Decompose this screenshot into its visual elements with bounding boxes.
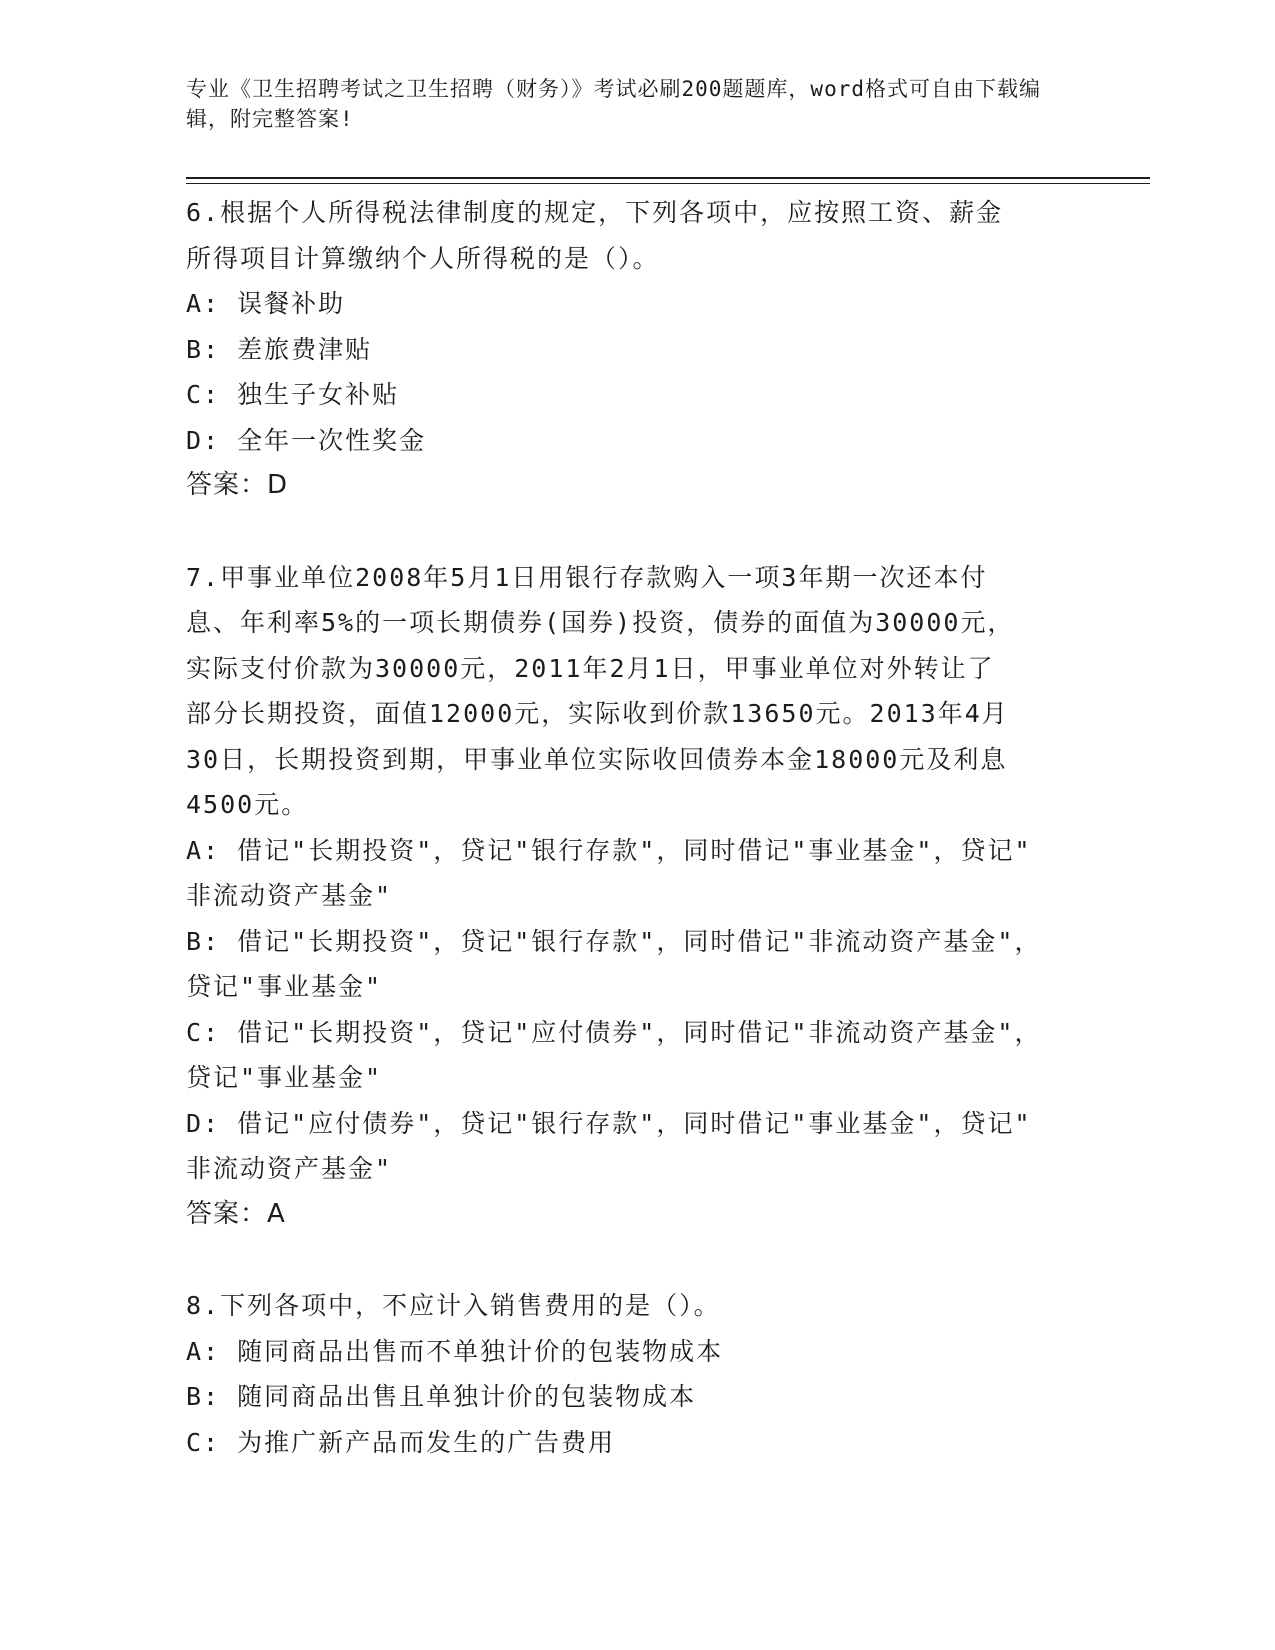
answer-option-line: A: 随同商品出售而不单独计价的包装物成本 bbox=[186, 1336, 724, 1366]
question-block bbox=[186, 555, 1076, 1238]
question-stem-line: 所得项目计算缴纳个人所得税的是（）。 bbox=[186, 243, 660, 273]
answer-option-line: D: 借记"应付债券"，贷记"银行存款"，同时借记"事业基金"，贷记" bbox=[186, 1108, 1032, 1138]
answer-option bbox=[186, 828, 1076, 919]
answer-option bbox=[186, 1329, 1076, 1375]
question-block bbox=[186, 1283, 1076, 1465]
header-divider-thick bbox=[186, 177, 1150, 179]
question-list bbox=[186, 190, 1076, 1465]
answer-option-line: A: 误餐补助 bbox=[186, 289, 346, 318]
answer-option-line: D: 全年一次性奖金 bbox=[186, 425, 427, 455]
question-stem-line: 实际支付价款为30000元，2011年2月1日，甲事业单位对外转让了 bbox=[186, 653, 995, 683]
answer-key: 答案：A bbox=[186, 1198, 286, 1229]
answer-option-line: 贷记"事业基金" bbox=[186, 1063, 383, 1092]
answer-option-line: B: 借记"长期投资"，贷记"银行存款"，同时借记"非流动资产基金"， bbox=[186, 926, 1042, 956]
answer-option-line: B: 差旅费津贴 bbox=[186, 334, 373, 364]
answer-key: 答案：D bbox=[186, 470, 289, 500]
answer-option-line: C: 借记"长期投资"，贷记"应付债券"，同时借记"非流动资产基金"， bbox=[186, 1017, 1042, 1047]
answer-option bbox=[186, 919, 1076, 1010]
document-header: 专业《卫生招聘考试之卫生招聘（财务）》考试必刷200题题库，word格式可自由下载编辑，附完整答案! bbox=[186, 77, 1041, 131]
answer-option-line: 贷记"事业基金" bbox=[186, 972, 383, 1001]
answer-option bbox=[186, 1101, 1076, 1192]
answer-option bbox=[186, 1010, 1076, 1101]
answer-option bbox=[186, 372, 1076, 418]
question-stem-line: 7.甲事业单位2008年5月1日用银行存款购入一项3年期一次还本付 bbox=[186, 562, 988, 592]
question-block bbox=[186, 190, 1076, 509]
header-divider-thin bbox=[186, 183, 1150, 184]
answer-option bbox=[186, 1374, 1076, 1420]
question-stem-line: 6.根据个人所得税法律制度的规定，下列各项中，应按照工资、薪金 bbox=[186, 198, 1004, 227]
answer-option bbox=[186, 1420, 1076, 1466]
question-stem-line: 部分长期投资，面值12000元，实际收到价款13650元。2013年4月 bbox=[186, 699, 1009, 728]
question-stem-line: 息、年利率5%的一项长期债券(国券)投资，债券的面值为30000元， bbox=[186, 608, 1015, 637]
question-stem-line: 4500元。 bbox=[186, 790, 309, 819]
answer-option-line: C: 独生子女补贴 bbox=[186, 380, 400, 409]
answer-option-line: A: 借记"长期投资"，贷记"银行存款"，同时借记"事业基金"，贷记" bbox=[186, 835, 1032, 865]
question-stem-line: 8.下列各项中，不应计入销售费用的是（）。 bbox=[186, 1291, 721, 1320]
answer-option bbox=[186, 281, 1076, 327]
answer-option bbox=[186, 418, 1076, 464]
answer-option bbox=[186, 327, 1076, 373]
answer-option-line: B: 随同商品出售且单独计价的包装物成本 bbox=[186, 1382, 697, 1411]
answer-option-line: 非流动资产基金" bbox=[186, 1154, 393, 1183]
answer-option-line: C: 为推广新产品而发生的广告费用 bbox=[186, 1427, 616, 1457]
question-stem-line: 30日，长期投资到期，甲事业单位实际收回债券本金18000元及利息 bbox=[186, 744, 1008, 774]
answer-option-line: 非流动资产基金" bbox=[186, 881, 393, 910]
